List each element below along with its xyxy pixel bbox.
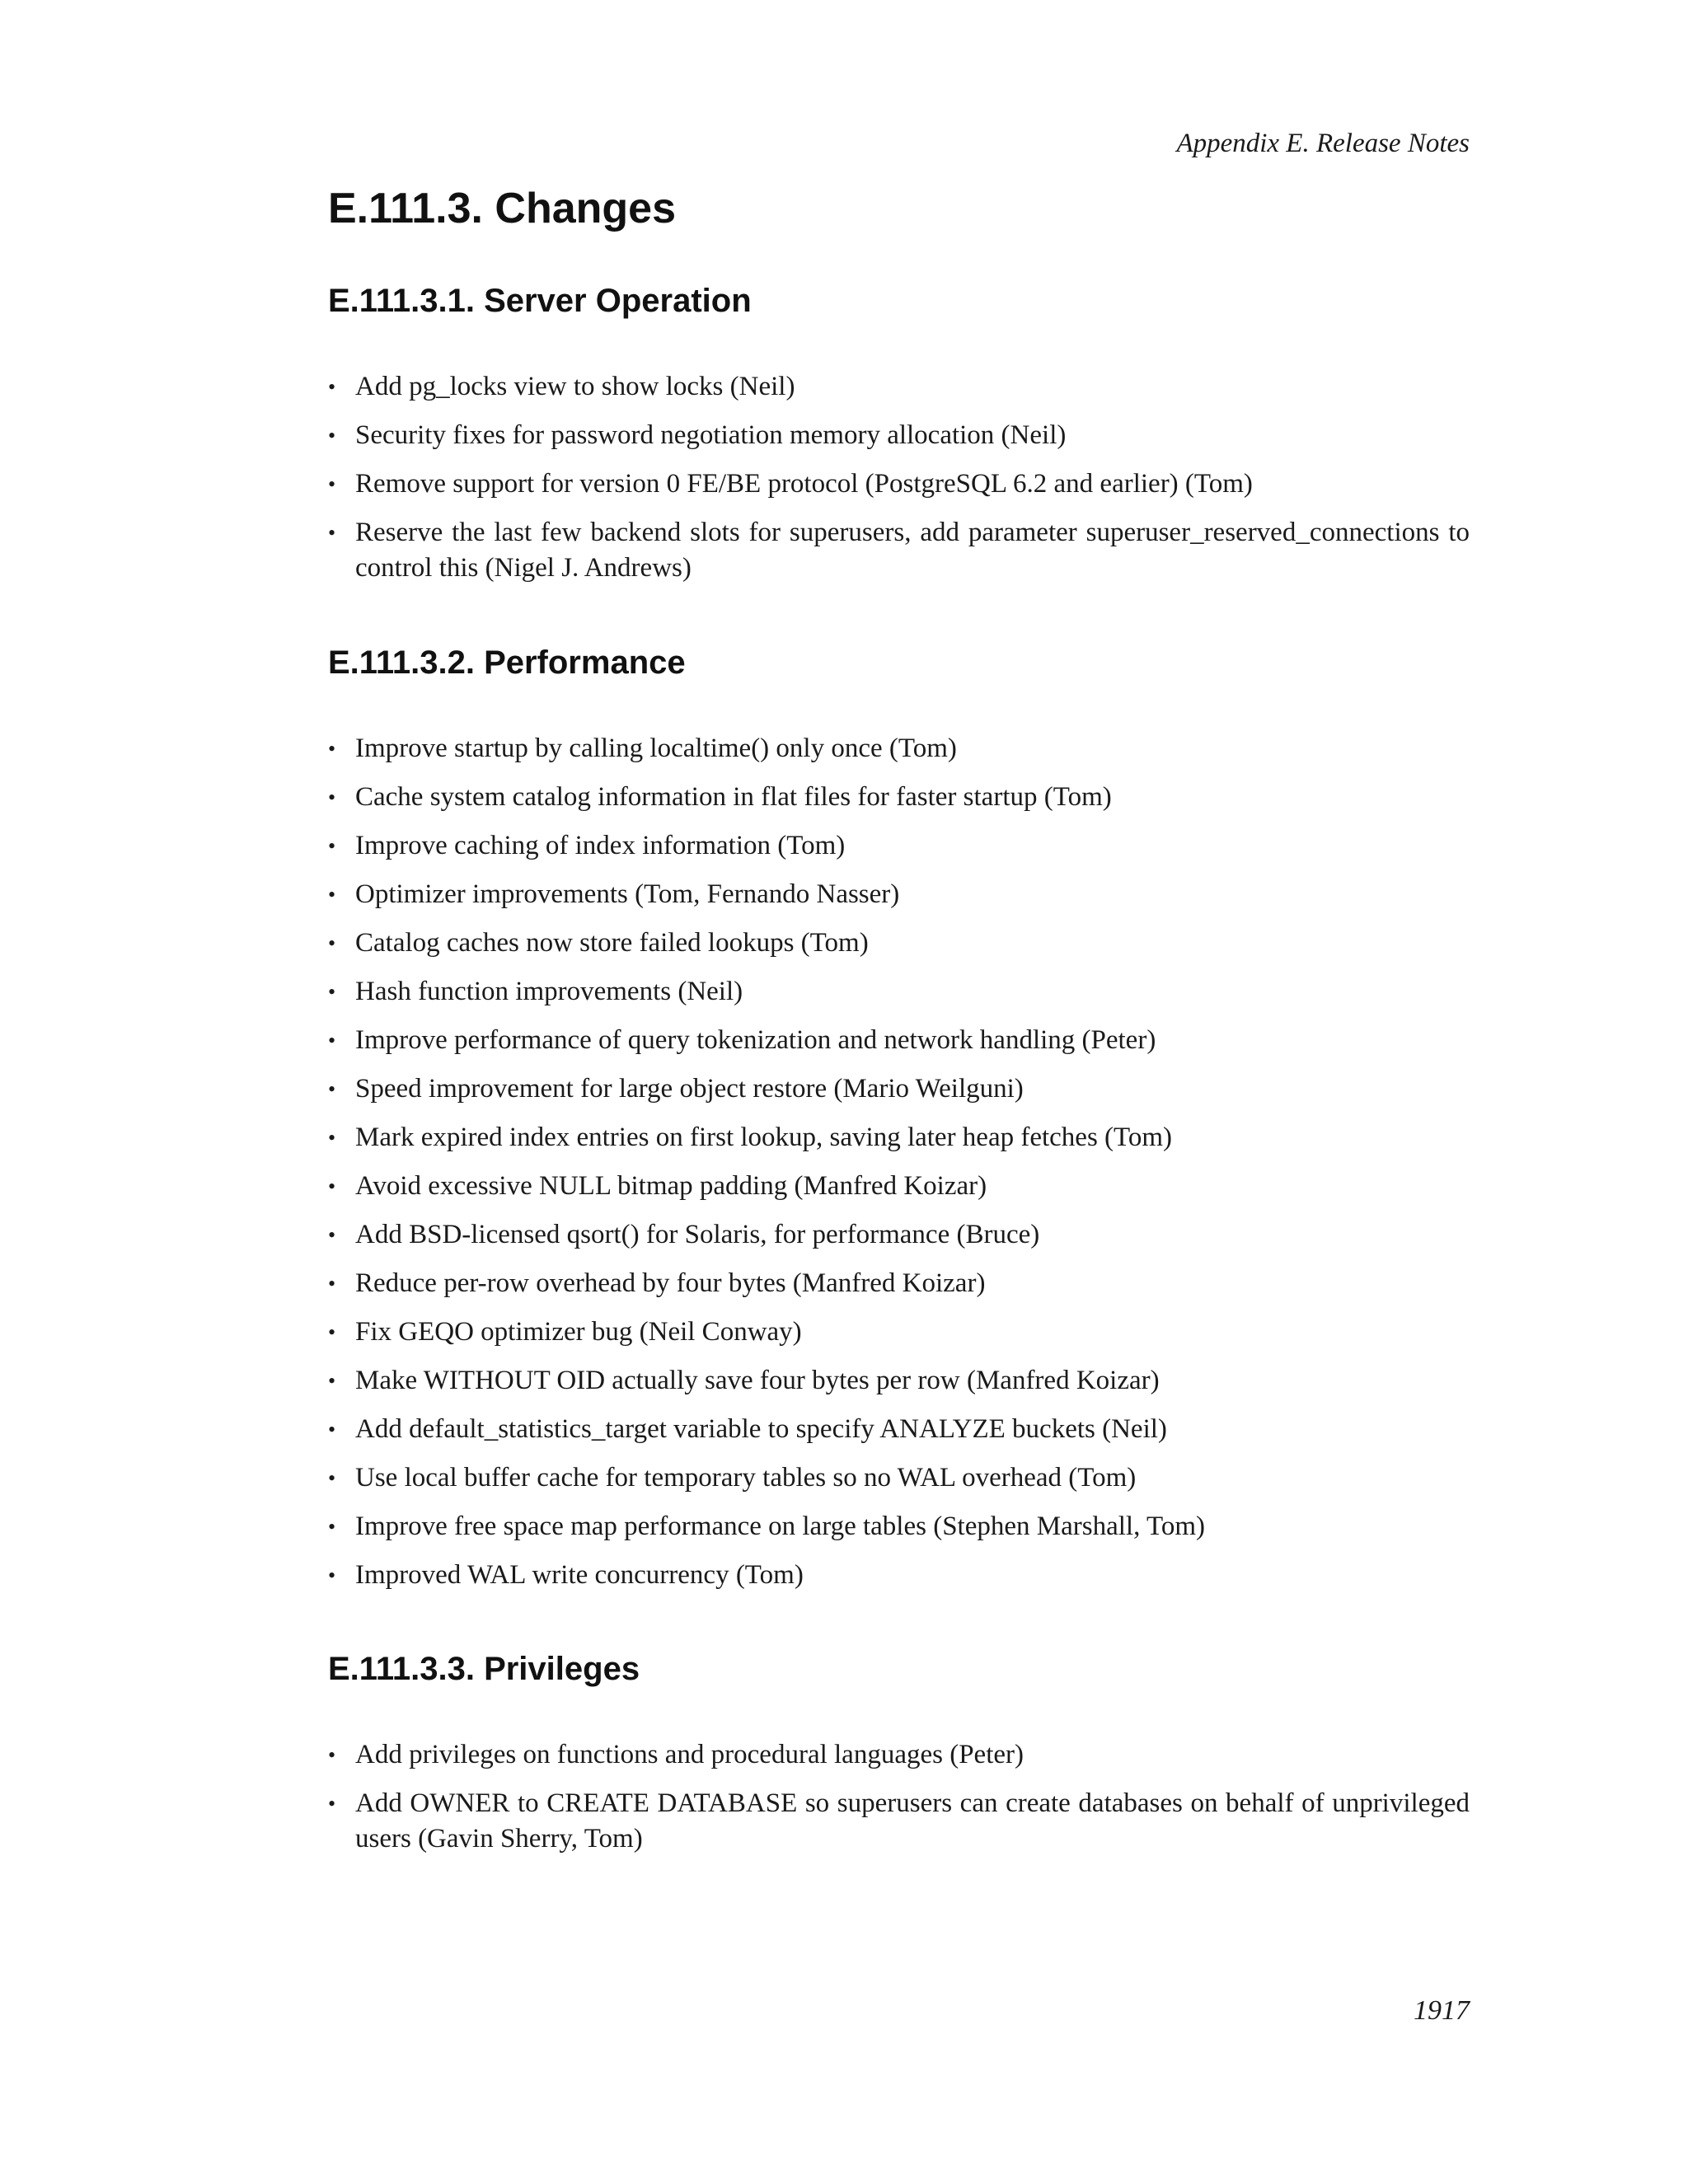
page-content bbox=[328, 183, 1470, 1870]
list-item bbox=[328, 1558, 1470, 1593]
list-item bbox=[328, 1071, 1470, 1107]
bullet-icon: • bbox=[328, 472, 336, 496]
list-item-text: Add pg_locks view to show locks (Neil) bbox=[355, 372, 795, 401]
list-item-text: Improve caching of index information (Tom) bbox=[355, 831, 846, 860]
subsection-server-operation bbox=[328, 281, 1470, 586]
bullet-icon: • bbox=[328, 1223, 336, 1247]
list-item bbox=[328, 1460, 1470, 1496]
list-item bbox=[328, 1217, 1470, 1253]
privileges-list bbox=[328, 1737, 1470, 1857]
list-item bbox=[328, 1023, 1470, 1058]
bullet-icon: • bbox=[328, 1466, 336, 1490]
list-item-text: Optimizer improvements (Tom, Fernando Nasser) bbox=[355, 879, 900, 909]
list-item-text: Add OWNER to CREATE DATABASE so superusers can create databases on behalf of unprivileged users (Gavin Sherry, Tom) bbox=[355, 1788, 1470, 1854]
bullet-icon: • bbox=[328, 1369, 336, 1393]
list-item bbox=[328, 828, 1470, 864]
list-item-text: Add privileges on functions and procedural languages (Peter) bbox=[355, 1740, 1024, 1769]
list-item bbox=[328, 877, 1470, 912]
list-item bbox=[328, 1169, 1470, 1204]
list-item-text: Remove support for version 0 FE/BE protocol (PostgreSQL 6.2 and earlier) (Tom) bbox=[355, 469, 1253, 499]
list-item-text: Improve performance of query tokenization and network handling (Peter) bbox=[355, 1025, 1156, 1055]
bullet-icon: • bbox=[328, 1077, 336, 1101]
list-item-text: Mark expired index entries on first lookup, saving later heap fetches (Tom) bbox=[355, 1122, 1173, 1152]
list-item bbox=[328, 1120, 1470, 1155]
list-item-text: Add BSD-licensed qsort() for Solaris, for performance (Bruce) bbox=[355, 1220, 1040, 1249]
subsection-performance bbox=[328, 643, 1470, 1593]
list-item-text: Cache system catalog information in flat files for faster startup (Tom) bbox=[355, 782, 1112, 812]
list-item-text: Avoid excessive NULL bitmap padding (Manfred Koizar) bbox=[355, 1171, 987, 1201]
list-item-text: Improve free space map performance on large tables (Stephen Marshall, Tom) bbox=[355, 1511, 1205, 1541]
page-number: 1917 bbox=[1414, 1995, 1470, 2026]
list-item bbox=[328, 731, 1470, 766]
bullet-icon: • bbox=[328, 1743, 336, 1767]
list-item-text: Catalog caches now store failed lookups (Tom) bbox=[355, 928, 869, 958]
list-item-text: Fix GEQO optimizer bug (Neil Conway) bbox=[355, 1317, 802, 1347]
list-item bbox=[328, 1786, 1470, 1857]
list-item-text: Security fixes for password negotiation memory allocation (Neil) bbox=[355, 420, 1067, 450]
subsection-title-performance: E.111.3.2. Performance bbox=[328, 644, 686, 681]
bullet-icon: • bbox=[328, 424, 336, 448]
server-operation-list bbox=[328, 369, 1470, 586]
bullet-icon: • bbox=[328, 1792, 336, 1816]
list-item bbox=[328, 1266, 1470, 1301]
bullet-icon: • bbox=[328, 1029, 336, 1052]
list-item-text: Make WITHOUT OID actually save four bytes per row (Manfred Koizar) bbox=[355, 1366, 1160, 1395]
list-item bbox=[328, 926, 1470, 961]
bullet-icon: • bbox=[328, 785, 336, 809]
section-title: E.111.3. Changes bbox=[328, 185, 677, 232]
list-item bbox=[328, 1315, 1470, 1350]
list-item bbox=[328, 1412, 1470, 1447]
performance-list bbox=[328, 731, 1470, 1593]
list-item bbox=[328, 515, 1470, 586]
list-item bbox=[328, 1737, 1470, 1773]
bullet-icon: • bbox=[328, 1418, 336, 1441]
list-item bbox=[328, 369, 1470, 405]
list-item-text: Speed improvement for large object restore (Mario Weilguni) bbox=[355, 1074, 1024, 1104]
list-item bbox=[328, 974, 1470, 1010]
list-item bbox=[328, 418, 1470, 453]
subsection-title-privileges: E.111.3.3. Privileges bbox=[328, 1651, 640, 1687]
list-item bbox=[328, 1363, 1470, 1399]
bullet-icon: • bbox=[328, 521, 336, 545]
subsection-title-server-operation: E.111.3.1. Server Operation bbox=[328, 283, 752, 319]
bullet-icon: • bbox=[328, 1320, 336, 1344]
bullet-icon: • bbox=[328, 375, 336, 399]
list-item-text: Hash function improvements (Neil) bbox=[355, 977, 743, 1006]
list-item bbox=[328, 1509, 1470, 1544]
bullet-icon: • bbox=[328, 883, 336, 907]
list-item-text: Improve startup by calling localtime() only once (Tom) bbox=[355, 733, 957, 763]
list-item bbox=[328, 466, 1470, 502]
bullet-icon: • bbox=[328, 1126, 336, 1150]
bullet-icon: • bbox=[328, 1272, 336, 1296]
list-item-text: Use local buffer cache for temporary tables so no WAL overhead (Tom) bbox=[355, 1463, 1137, 1493]
bullet-icon: • bbox=[328, 1515, 336, 1539]
list-item-text: Reserve the last few backend slots for superusers, add parameter superuser_reserved_connections to control this (Nigel J. Andrews) bbox=[355, 518, 1470, 583]
subsection-privileges bbox=[328, 1649, 1470, 1857]
bullet-icon: • bbox=[328, 834, 336, 858]
bullet-icon: • bbox=[328, 931, 336, 955]
list-item-text: Reduce per-row overhead by four bytes (Manfred Koizar) bbox=[355, 1268, 986, 1298]
bullet-icon: • bbox=[328, 980, 336, 1004]
list-item bbox=[328, 780, 1470, 815]
running-header: Appendix E. Release Notes bbox=[1176, 129, 1470, 158]
bullet-icon: • bbox=[328, 737, 336, 761]
bullet-icon: • bbox=[328, 1174, 336, 1198]
list-item-text: Add default_statistics_target variable to specify ANALYZE buckets (Neil) bbox=[355, 1414, 1167, 1444]
list-item-text: Improved WAL write concurrency (Tom) bbox=[355, 1560, 804, 1590]
bullet-icon: • bbox=[328, 1563, 336, 1587]
